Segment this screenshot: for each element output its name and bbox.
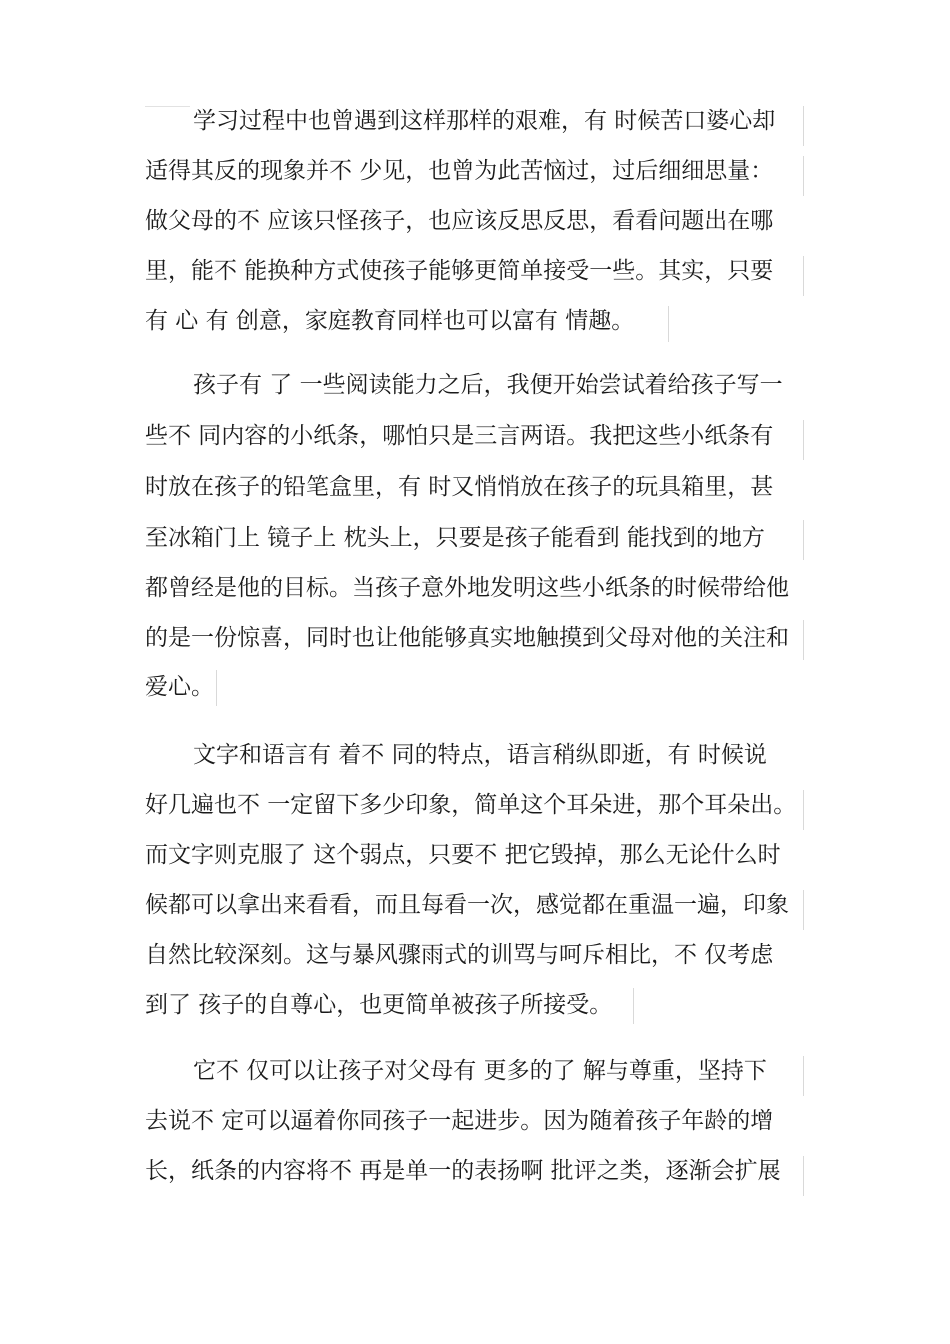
paragraph-line: 好几遍也不 一定留下多少印象，简单这个耳朵进，那个耳朵出。 [145,792,797,818]
paragraph-line: 长，纸条的内容将不 再是单一的表扬啊 批评之类，逐渐会扩展 [145,1158,781,1184]
paragraph-line: 到了 孩子的自尊心，也更简单被孩子所接受。 [145,992,613,1018]
scan-artifact-line [803,890,804,930]
paragraph-line: 文字和语言有 着不 同的特点，语言稍纵即逝，有 时候说 [193,742,767,768]
paragraph-line: 自然比较深刻。这与暴风骤雨式的训骂与呵斥相比，不 仅考虑 [145,942,774,968]
paragraph-line: 里，能不 能换种方式使孩子能够更简单接受一些。其实，只要 [145,258,774,284]
scan-artifact-line [145,106,190,107]
paragraph-line: 而文字则克服了 这个弱点，只要不 把它毁掉，那么无论什么时 [145,842,781,868]
scan-artifact-line [803,790,804,830]
paragraph-line: 有 心 有 创意，家庭教育同样也可以富有 情趣。 [145,308,635,334]
scan-artifact-line [803,1056,804,1096]
scan-artifact-line [803,256,804,296]
paragraph-line: 都曾经是他的目标。当孩子意外地发明这些小纸条的时候带给他 [145,575,789,601]
scan-artifact-line [803,106,804,146]
scan-artifact-line [803,1156,804,1196]
scan-artifact-line [803,420,804,460]
paragraph-line: 孩子有 了 一些阅读能力之后，我便开始尝试着给孩子写一 [193,372,783,398]
scan-artifact-line [668,306,669,342]
scan-artifact-line [803,620,804,660]
paragraph-line: 去说不 定可以逼着你同孩子一起进步。因为随着孩子年龄的增 [145,1108,774,1134]
scan-artifact-line [633,988,634,1024]
paragraph-line: 它不 仅可以让孩子对父母有 更多的了 解与尊重，坚持下 [193,1058,767,1084]
paragraph-line: 至冰箱门上 镜子上 枕头上，只要是孩子能看到 能找到的地方 [145,525,765,551]
scan-artifact-line [803,520,804,560]
scan-artifact-line [216,670,217,706]
paragraph-line: 适得其反的现象并不 少见，也曾为此苦恼过，过后细细思量： [145,158,774,184]
scan-artifact-line [803,156,804,196]
paragraph-line: 学习过程中也曾遇到这样那样的艰难，有 时候苦口婆心却 [193,108,776,134]
paragraph-line: 做父母的不 应该只怪孩子，也应该反思反思，看看问题出在哪 [145,208,774,234]
paragraph-line: 时放在孩子的铅笔盒里，有 时又悄悄放在孩子的玩具箱里，甚 [145,474,774,500]
paragraph-line: 候都可以拿出来看看，而且每看一次，感觉都在重温一遍，印象 [145,892,789,918]
paragraph-line: 爱心。 [145,674,214,700]
paragraph-line: 些不 同内容的小纸条，哪怕只是三言两语。我把这些小纸条有 [145,423,774,449]
paragraph-line: 的是一份惊喜，同时也让他能够真实地触摸到父母对他的关注和 [145,625,789,651]
